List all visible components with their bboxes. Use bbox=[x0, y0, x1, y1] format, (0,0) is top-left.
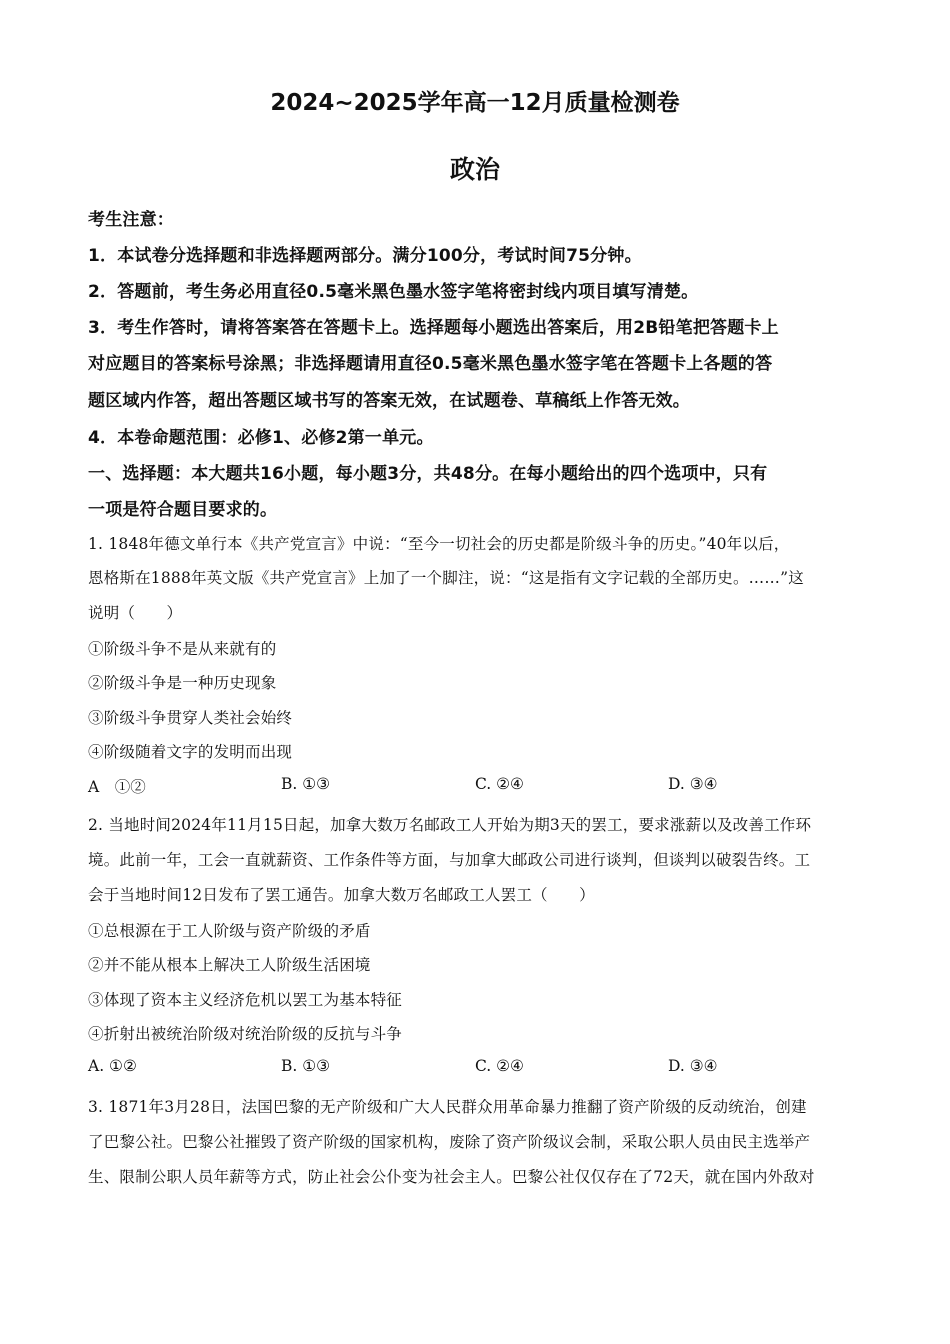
answer-options bbox=[88, 1057, 878, 1079]
option-b: B. ①③ bbox=[281, 1057, 331, 1075]
option-c: C. ②④ bbox=[475, 1057, 524, 1075]
question-stem: 了巴黎公社。巴黎公社摧毁了资产阶级的国家机构，废除了资产阶级议会制，采取公职人员由民主选举产 bbox=[88, 1133, 811, 1151]
question-item: ②阶级斗争是一种历史现象 bbox=[88, 674, 277, 692]
question-stem: 恩格斯在1888年英文版《共产党宣言》上加了一个脚注，说：“这是指有文字记载的全部历史。……”这 bbox=[88, 569, 804, 587]
option-b: B. ①③ bbox=[281, 775, 331, 793]
question-stem: 生、限制公职人员年薪等方式，防止社会公仆变为社会主人。巴黎公社仅仅存在了72天，就在国内外敌对 bbox=[88, 1168, 815, 1186]
option-d: D. ③④ bbox=[668, 1057, 718, 1075]
option-a: A. ①② bbox=[88, 1057, 137, 1075]
exam-title: 2024~2025学年高一12月质量检测卷 bbox=[270, 90, 680, 116]
section-heading: 一、选择题：本大题共16小题，每小题3分，共48分。在每小题给出的四个选项中，只有 bbox=[88, 464, 768, 484]
question-stem: 1. 1848年德文单行本《共产党宣言》中说：“至今一切社会的历史都是阶级斗争的历史。”40年以后， bbox=[88, 535, 790, 553]
question-stem: 3. 1871年3月28日，法国巴黎的无产阶级和广大人民群众用革命暴力推翻了资产阶级的反动统治，创建 bbox=[88, 1098, 807, 1116]
notice-heading: 考生注意： bbox=[88, 210, 174, 230]
question-item: ①总根源在于工人阶级与资产阶级的矛盾 bbox=[88, 922, 371, 940]
notice-line: 题区域内作答，超出答题区域书写的答案无效，在试题卷、草稿纸上作答无效。 bbox=[88, 391, 690, 411]
notice-line: 1．本试卷分选择题和非选择题两部分。满分100分，考试时间75分钟。 bbox=[88, 246, 642, 266]
question-item: ④阶级随着文字的发明而出现 bbox=[88, 743, 293, 761]
question-stem: 会于当地时间12日发布了罢工通告。加拿大数万名邮政工人罢工（ ） bbox=[88, 886, 595, 904]
notice-line: 2．答题前，考生务必用直径0.5毫米黑色墨水签字笔将密封线内项目填写清楚。 bbox=[88, 282, 699, 302]
question-item: ③阶级斗争贯穿人类社会始终 bbox=[88, 709, 293, 727]
question-item: ①阶级斗争不是从来就有的 bbox=[88, 640, 277, 658]
subject-title: 政治 bbox=[449, 155, 500, 184]
notice-line: 3．考生作答时，请将答案答在答题卡上。选择题每小题选出答案后，用2B铅笔把答题卡上 bbox=[88, 318, 779, 338]
option-c: C. ②④ bbox=[475, 775, 524, 793]
question-stem: 境。此前一年，工会一直就薪资、工作条件等方面，与加拿大邮政公司进行谈判，但谈判以破裂告终。工 bbox=[88, 851, 811, 869]
question-item: ④折射出被统治阶级对统治阶级的反抗与斗争 bbox=[88, 1025, 403, 1043]
option-a: A ①② bbox=[88, 778, 146, 796]
question-item: ③体现了资本主义经济危机以罢工为基本特征 bbox=[88, 991, 403, 1009]
question-stem: 2. 当地时间2024年11月15日起，加拿大数万名邮政工人开始为期3天的罢工，要求涨薪以及改善工作环 bbox=[88, 816, 812, 834]
question-stem: 说明（ ） bbox=[88, 604, 183, 622]
answer-options bbox=[88, 775, 878, 797]
notice-line: 4．本卷命题范围：必修1、必修2第一单元。 bbox=[88, 428, 434, 448]
section-heading: 一项是符合题目要求的。 bbox=[88, 500, 278, 520]
option-d: D. ③④ bbox=[668, 775, 718, 793]
notice-line: 对应题目的答案标号涂黑；非选择题请用直径0.5毫米黑色墨水签字笔在答题卡上各题的答 bbox=[88, 354, 773, 374]
question-item: ②并不能从根本上解决工人阶级生活困境 bbox=[88, 956, 371, 974]
